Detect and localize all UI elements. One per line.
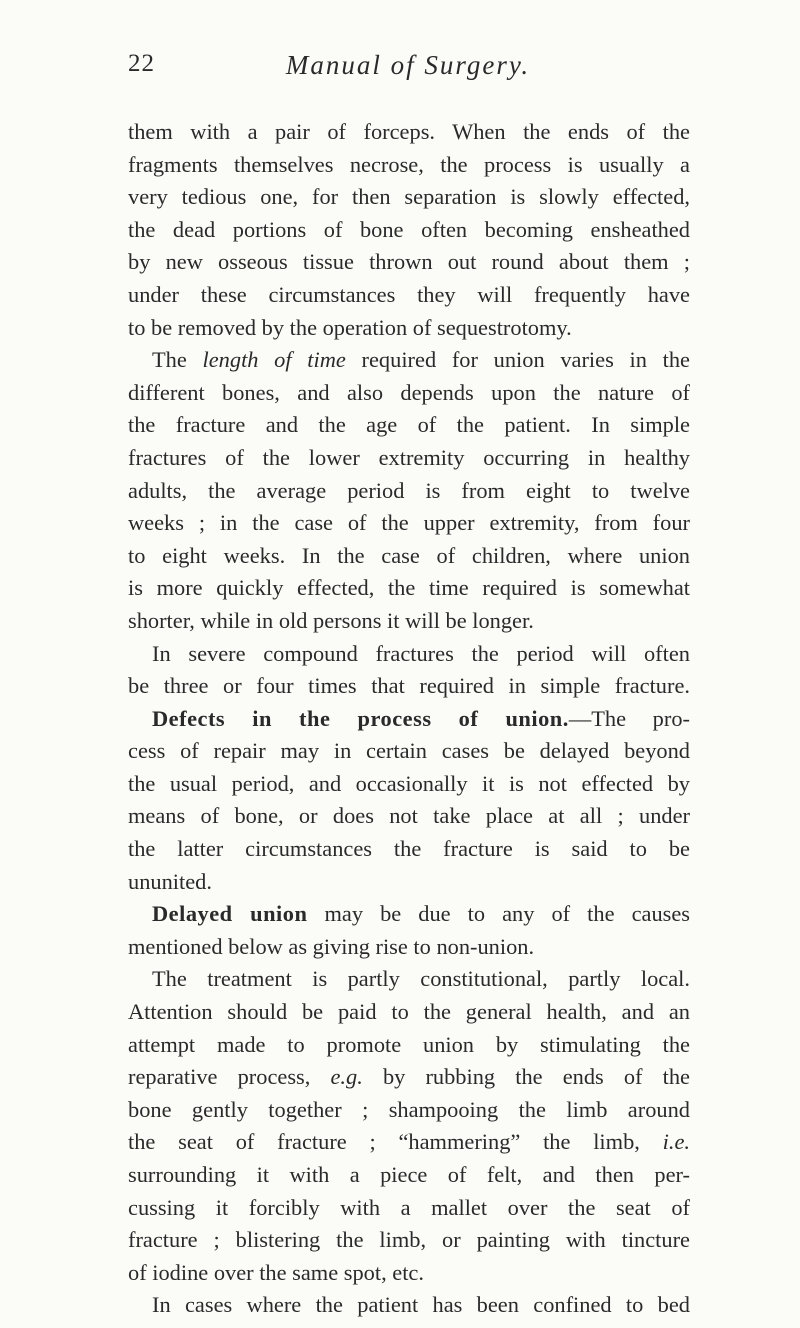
text-line: The length of time required for union varies in the (152, 347, 690, 373)
text-line: the dead portions of bone often becoming ensheathed (128, 216, 690, 242)
text-line: to be removed by the operation of sequestrotomy. (128, 314, 572, 340)
italic-phrase: length of time (202, 347, 346, 373)
text-line: ununited. (128, 868, 212, 894)
text-line: shorter, while in old persons it will be longer. (128, 607, 534, 633)
text-line: fragments themselves necrose, the process is usually a (128, 151, 690, 177)
text-line: attempt made to promote union by stimulating the (128, 1031, 690, 1057)
text-line: weeks ; in the case of the upper extremity, from four (128, 510, 690, 536)
italic-phrase: i.e. (662, 1129, 690, 1155)
text-line: In cases where the patient has been confined to bed (152, 1292, 690, 1318)
page-header (128, 50, 688, 90)
text-line: the seat of fracture ; “hammering” the limb, i.e. (128, 1129, 690, 1155)
text-line: cess of repair may in certain cases be delayed beyond (128, 738, 690, 764)
text-line: the latter circumstances the fracture is said to be (128, 836, 690, 862)
text-line: by new osseous tissue thrown out round about them ; (128, 249, 690, 275)
text-line: surrounding it with a piece of felt, and then per- (128, 1162, 690, 1187)
text-line: means of bone, or does not take place at all ; under (128, 803, 690, 829)
running-title: Manual of Surgery. (285, 50, 531, 80)
text-line: The treatment is partly constitutional, partly local. (152, 966, 690, 992)
text-line: under these circumstances they will frequently have (128, 281, 690, 307)
text-line: very tedious one, for then separation is slowly effected, (128, 184, 690, 210)
text-line: cussing it forcibly with a mallet over the seat of (128, 1194, 690, 1220)
section-heading: Delayed union (152, 901, 308, 927)
text-line: adults, the average period is from eight to twelve (128, 477, 690, 503)
text-line: them with a pair of forceps. When the ends of the (128, 119, 690, 144)
body-text (128, 116, 690, 1322)
text-line: bone gently together ; shampooing the limb around (128, 1096, 690, 1122)
italic-phrase: e.g. (330, 1064, 363, 1090)
text-line: different bones, and also depends upon the nature of (128, 379, 690, 405)
text-line: Defects in the process of union.—The pro- (152, 705, 690, 731)
text-line: mentioned below as giving rise to non-union. (128, 933, 535, 959)
text-line: In severe compound fractures the period will often (152, 640, 690, 666)
text-line: fracture ; blistering the limb, or painting with tincture (128, 1227, 690, 1253)
text-line: the usual period, and occasionally it is not effected by (128, 770, 690, 796)
text-line: fractures of the lower extremity occurring in healthy (128, 444, 690, 470)
text-line: is more quickly effected, the time required is somewhat (128, 575, 690, 601)
text-line: Attention should be paid to the general health, and an (128, 999, 690, 1025)
text-line: the fracture and the age of the patient. In simple (128, 412, 690, 438)
text-line: be three or four times that required in simple fracture. (128, 673, 690, 699)
section-heading: Defects in the process of union. (152, 705, 569, 731)
text-line: of iodine over the same spot, etc. (128, 1259, 424, 1285)
page-number: 22 (128, 50, 155, 77)
text-line: reparative process, e.g. by rubbing the ends of the (128, 1064, 690, 1090)
text-line: Delayed union may be due to any of the causes (152, 901, 691, 927)
text-line: to eight weeks. In the case of children, where union (128, 542, 690, 568)
